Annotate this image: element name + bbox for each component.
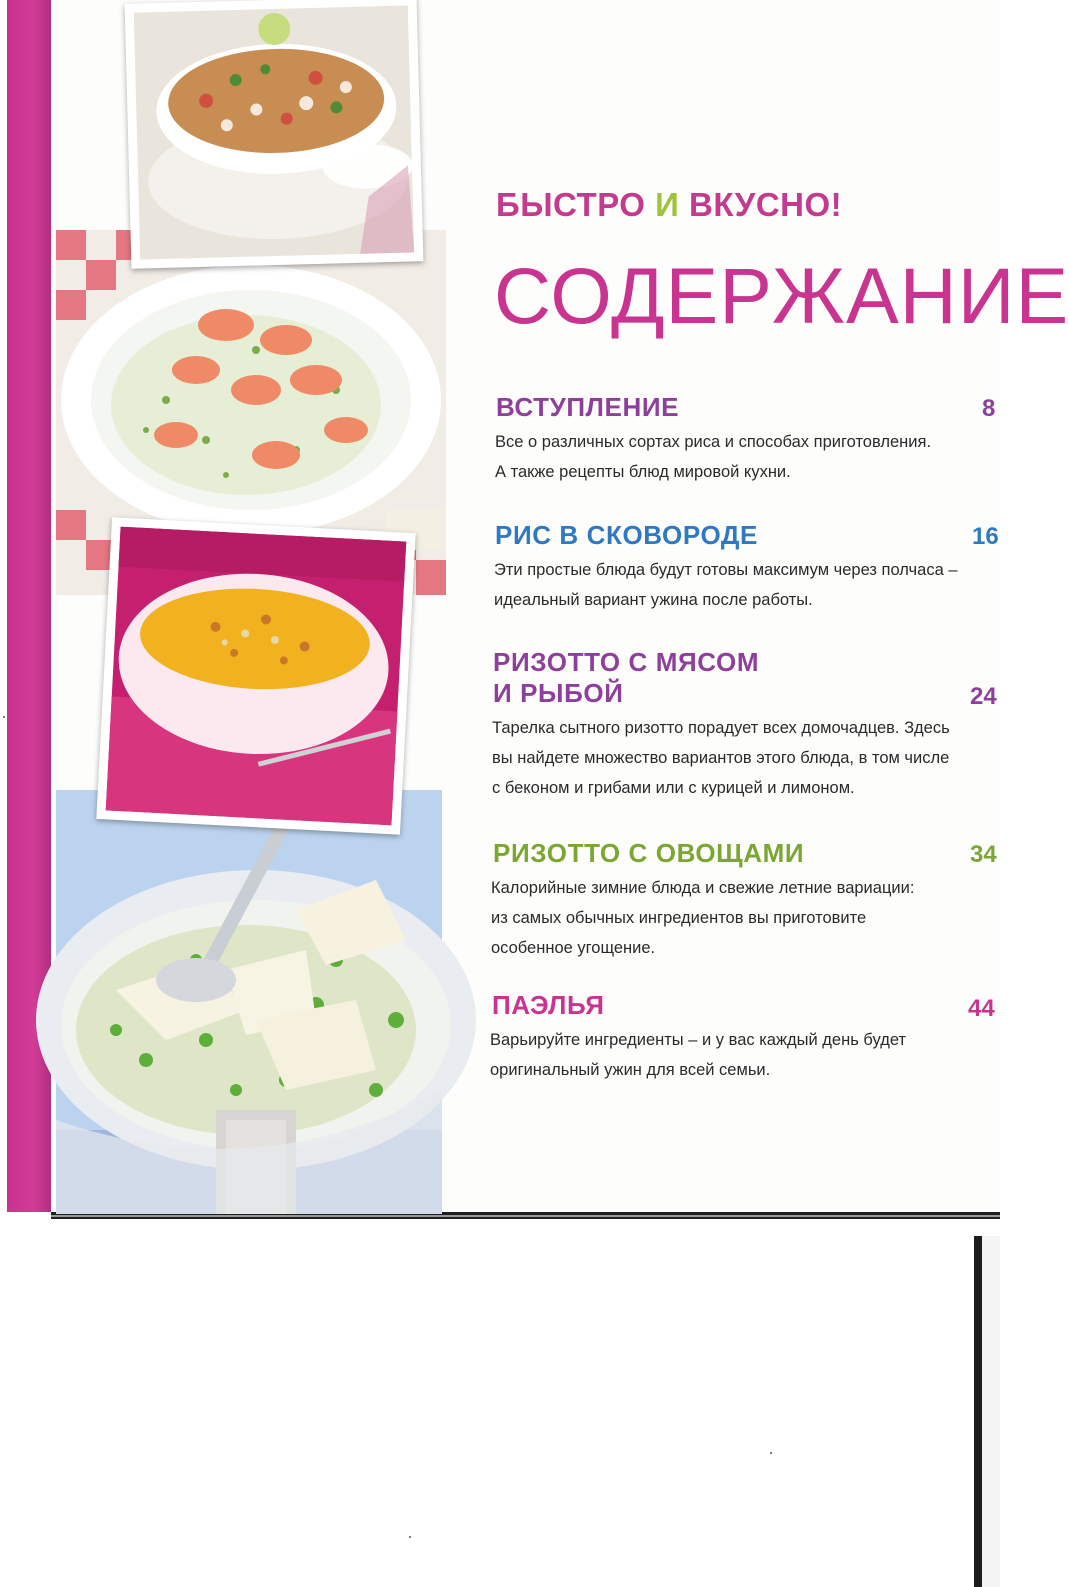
toc-entry-risotto-vegetables[interactable] [490, 838, 990, 963]
toc-heading: ПАЭЛЬЯ [492, 990, 605, 1020]
toc-entry-introduction[interactable] [490, 392, 990, 487]
toc-heading: РИЗОТТО С ОВОЩАМИ [493, 838, 805, 868]
toc-page-number: 44 [968, 995, 995, 1022]
toc-page-number: 24 [970, 683, 997, 710]
scanner-edge-shadow [974, 1236, 982, 1587]
toc-page-number: 34 [970, 841, 997, 868]
toc-page-number: 8 [982, 395, 996, 422]
toc-heading: РИС В СКОВОРОДЕ [495, 520, 758, 550]
brand-word-1: БЫСТРО [496, 186, 646, 223]
toc-heading: РИЗОТТО С МЯСОМ И РЫБОЙ [493, 647, 760, 708]
toc-description: Калорийные зимние блюда и свежие летние вариации: из самых обычных ингредиентов вы приготовите особенное угощение. [491, 879, 915, 957]
toc-entry-paella[interactable] [490, 990, 990, 1085]
brand-word-2: И [655, 186, 680, 223]
brand-word-3: ВКУСНО! [689, 186, 843, 223]
toc-entry-rice-in-pan[interactable] [490, 520, 990, 615]
toc-page-number: 16 [972, 523, 999, 550]
toc-description: Тарелка сытного ризотто порадует всех домочадцев. Здесь вы найдете множество вариантов этого блюда, в том числе с беконом и грибами или с курицей и лимоном. [492, 719, 950, 797]
scan-speck [770, 1452, 772, 1454]
scan-speck [3, 716, 5, 718]
toc-heading: ВСТУПЛЕНИЕ [496, 392, 680, 422]
page-title: СОДЕРЖАНИЕ [494, 251, 1069, 340]
saffron-risotto-photo [96, 517, 415, 834]
rice-salad-with-shrimp-photo [125, 0, 424, 269]
scan-speck [409, 1536, 411, 1538]
toc-entry-risotto-meat-fish[interactable] [490, 647, 990, 803]
toc-description: Эти простые блюда будут готовы максимум через полчаса – идеальный вариант ужина после работы. [494, 561, 958, 609]
scanner-edge [982, 1236, 1000, 1587]
toc-description: Все о различных сортах риса и способах приготовления. А также рецепты блюд мировой кухни. [495, 433, 932, 481]
series-brand [496, 186, 842, 224]
pea-risotto-with-parmesan-photo [56, 790, 442, 1214]
toc-description: Варьируйте ингредиенты – и у вас каждый день будет оригинальный ужин для всей семьи. [490, 1031, 907, 1079]
